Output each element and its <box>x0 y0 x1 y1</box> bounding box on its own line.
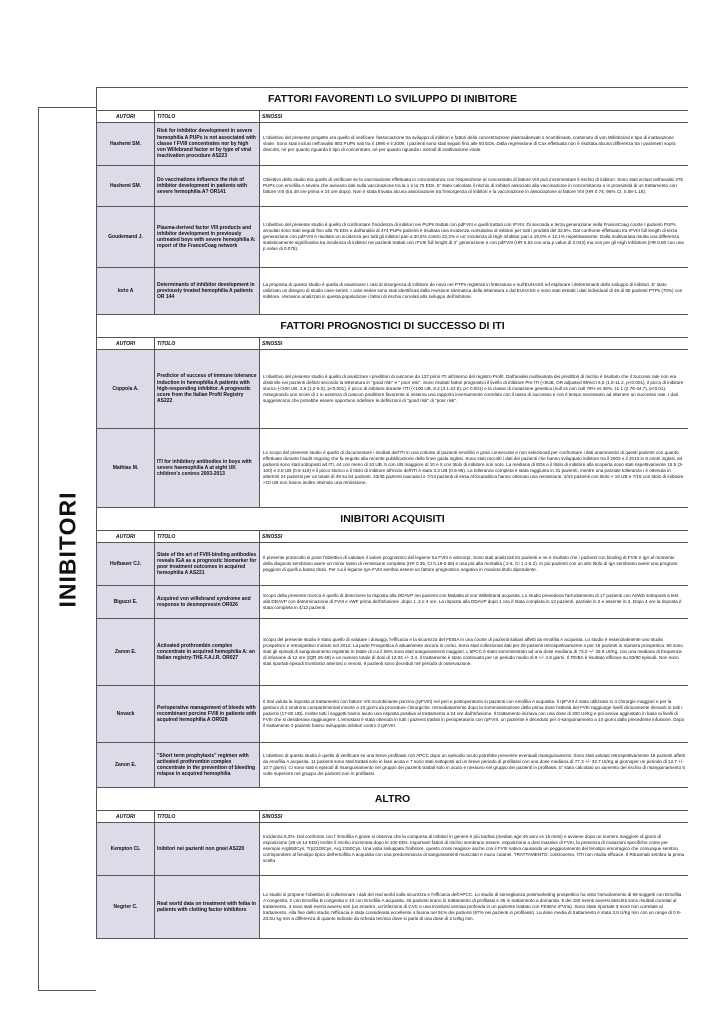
author-cell: Zanon E. <box>97 619 155 686</box>
author-cell: Coppola A. <box>97 350 155 429</box>
author-cell: Biguzzi E. <box>97 586 155 619</box>
column-header-title: TITOLO <box>155 338 260 350</box>
author-cell: Hashemi SM. <box>97 166 155 207</box>
title-cell: Activated prothrombin complex concentrate in acquired hemophilia A: an Italian registry-THE F.A.I.R. OR027 <box>155 619 260 686</box>
section-title-row <box>97 788 689 811</box>
abstracts-table <box>96 87 688 939</box>
abstract-row <box>97 876 689 939</box>
synopsis-cell: L'obiettivo del presente progetto era quello di verificare l'associazione tra sviluppo di inibitori e fattori della concentrazione plasmaderivati o ricombinanti, contenuto di von Willebrand e tipo di inattivazione virale. Sono stati inclusi nell'analisi 883 PUPs nati tra il 1990 e il 2009. I pazienti sono stati seguiti fino alle 50 EDs. Dalla regressione di Cox effettuata non è risultata alcuna differenza tra i parametri sopra descritti, nè per quanto riguarda il tipo di concentrato, nè per quanto riguarda i metodi di inattivazione virale. <box>260 123 689 166</box>
column-header-row <box>97 531 689 543</box>
abstract-row <box>97 429 689 508</box>
section-title-row <box>97 508 689 531</box>
synopsis-cell: Scopo della presente ricerca è quello di descrivere la risposta alla DDAVP nei pazienti con Malattia di von Willebrand acquisita. Lo studio prevedeva l'arruolamento di 17 pazienti con AvWD sottoposti a test alla DDAVP con determinazione di FVIII e vWF prima dell'infusione ,dopo 1 ,2 e 4 ore. La risposta alla DDAVP dopo 1 ora è stata completa in 12 pazienti, parziale in 2 e assente in 3. Dopo 4 ore la risposta è stata completa in 4/13 pazienti . <box>260 586 689 619</box>
column-header-author: AUTORI <box>97 531 155 543</box>
column-header-title: TITOLO <box>155 811 260 823</box>
abstract-row <box>97 619 689 686</box>
author-cell: Novack <box>97 686 155 743</box>
column-header-synopsis: SINOSSI <box>260 111 689 123</box>
abstract-row <box>97 350 689 429</box>
synopsis-cell: Incidenza 5,3%. Dal confronto con l' Emofilia A grave si osserva che la comparsa di inibitori in genere è più tardiva (median age 46 anni vs 15 mesi) e avviene dopo un numero maggiore di giorni di esposizione (28 vs 14 EDs) Inoltre il rischio incremeta dopo le 100 EDs. Importanti fattori di rischio sembrano essere: esposizione a dosi massive di FVIII, la presenza di mutazioni specifiche come per esempio Arg593Cys, Trp2229Cys, Arg 2150Cys. Una volta sviluppato l'inibitore, questo cross reagisce anche con il FVIII nativo causando un peggioramento del fenotipo emorragico che comunque sembra corrispondere al fenotipo tipico dell'emofilia A acquisita con una predominanza di sanguinamenti muscolari e muco cutanei. TRATTAMENTO: controverso, l'ITI non risulta efficace. Il Rituximab sembra la prima scelta <box>260 823 689 876</box>
title-cell: Predictor of success of immune tolerance induction in hemophilia A patients with high-responding inhibitor. A prognostic score from the Italian Profit Registry AS222 <box>155 350 260 429</box>
abstract-row <box>97 268 689 315</box>
title-cell: Do vaccinations influence the risk of inhibitor development in patients with severe hemophilia A? OR141 <box>155 166 260 207</box>
synopsis-cell: Obiettivo dello studio era quello di verificare se la vaccinazione effettuata in concomitanza con l'esposizione al concentrato di fattore VIII può incrementare il rischio di inibitori. Sono stati inclusi nell'analisi 375 PUPs con emofilia A severa che avevano dati sulla vaccinazione tra la 1 e la 75 EDs. E' stato calcolato il rischio di inibitori associato alla vaccinazione in concomitanza o in prossimità di un trattamento con fattore VIII (tra 48 ore prima e 24 ore dopo). Non è stata trovata alcuna associazione tra l'insorgenza di inibitori e la vaccinazione in associazione al fattore VIII (HR 0.74, 95% CI, 0.58-1.16). <box>260 166 689 207</box>
synopsis-cell: Scopo del presente studio è stato quello di valutare i dosaggi, l'efficacia e la sicurezza del FEIBA in una coorte di pazienti italiani affetti da emofilia A acquisita. Lo studio è essenzialmente uno studio prospettico e retrospettivo iniziato nel 2012. La parte Prospettica è attualmente ancora in corso. Sono stati collezionati dati per 25 pazienti retrospettivamente e per 15 pazienti in maniera prospettica. 90 sono stati gli episodi di sanguinamento registrati in totale di cui il 55% sono stati sanguinamenti maggiori. L'aPCC è stato somministrato ad una dose mediana di 73.0 +/- 25 8 UI/Kg, con una mediana di frequenza di infusione di 12 ore (IQR 26-48) e un numero totale di dosi di 12.03 +/- 3.4. Il trattamento è stato continuato per un periodo medio di 6 +/- 4.9 giorni. Il FEIBA è risultato efficace su 83/90 episodi. Non sono stati riportati episodi trombotici arteriosi o venosi. 9 pazienti sono deceduti nel periodo di osservazione. <box>260 619 689 686</box>
section-title: FATTORI FAVORENTI LO SVILUPPO DI INIBITORE <box>97 88 689 111</box>
author-cell: Iorio A <box>97 268 155 315</box>
title-cell: State of the art of FVIII-binding antibodies reveals IGA as a prognostic biomarker for poor treatment outcomes in acquired hemophilia A AS221 <box>155 543 260 586</box>
synopsis-cell: L'obiettivo di questo studio è quello di verificare se una breve profilassi con APCC dopo un episodio acuto potrebbe prevenire eventuali risanguinamenti. Sono stati valutati retrospettivamente 18 pazienti affetti da emofilia A acquisita. 11 pazienti sono stati trattati solo in fase acuta e 7 sono stati sottoposti ad un breve periodo di profilassi con una dose mediana di 77.3 +/- 33.7 UI/Kg al giornoper un periodo di 12.7 +/- 10.7 giorni). Ci sono stati 6 episodi di risanguinamento nel gruppo dei pazienti trattati solo in acuto e nessuno nel gruppo dei pazienti in profilassi. E' stato calcolato un aumento del rischio di risanguinamento 5 volte superiore nel gruppo dei pazienti non in profilassi. <box>260 743 689 788</box>
author-cell: Zanon E. <box>97 743 155 788</box>
column-header-title: TITOLO <box>155 111 260 123</box>
title-cell: Plasma-derived factor VIII products and inhibitor development in previously untreated boys with severe hemophilia A: report of the FranceCoag network <box>155 207 260 268</box>
synopsis-cell: Il presente protocollo si pone l'obiettivo di valutare il valore prognostico del legame tra FVIII e anticorpi. Sono stati analizzati 81 pazienti e ne è risultato che i pazienti con binding di FVIII e IgA al momento della diagnosi sembrano avere un minor tasso di remissione completa (HR 0.35, CI 0.18-0.68) e una più alta mortalità ( 2.6, CI 1.1-6.2). In più pazienti con un alto titolo di IgA sembrano avere una prognosi peggiore di quelli a basso titolo. Per cui il legame IgA-FVIII sembra essere un fattore prognostico negativo in maniera titolo dipendente. <box>260 543 689 586</box>
title-cell: Inibitori nei pazienti non gravi AS220 <box>155 823 260 876</box>
column-header-synopsis: SINOSSI <box>260 338 689 350</box>
abstract-row <box>97 686 689 743</box>
column-header-synopsis: SINOSSI <box>260 531 689 543</box>
section-title: FATTORI PROGNOSTICI DI SUCCESSO DI ITI <box>97 315 689 338</box>
section-title: ALTRO <box>97 788 689 811</box>
synopsis-cell: L'obiettivo del presente studio è quello di analizzare I predittori di outcome da 137 primi ITI all'interno del registro Profit. Dall'analisi multivariata dei predittori di rischio è risultato che il Success rate non era dissimile nei pazienti definiti secondo la letteratura in "good risk" e " poor risk". Sono risultati fattori prognostici il livello di inibitore Pre ITI (<5UB, OR adjusted 95%CI 6,5 (1.8-11.2, p<0.001), il picco di inibitore storico (<200 UB, 2,6 (1,2-6.5), p<0,001), il picco di inibitore durante l'ITI (<100 UB, 8.2 (3.1-22.8), p< 0.001) e la classe di mutazione genetica (null vs non null 79% vs 48%, 11.1 (2.76-44.7), p<0.01). Assegnando uno score di 1 in assenza di ciascun predittore favorente si osserva una rapporto inversamente correlato con il tasso di successo e con il tempo necessario ad ottenere un successo rate. I dati suggeriscono che potrebbe essere opportuno ridefinire le definizioni di "good risk" di "poor risk". <box>260 350 689 429</box>
abstracts-table-container <box>96 87 688 991</box>
document-page <box>38 87 688 991</box>
title-cell: Risk for inhibitor development in severe hemophilia A PUPs is not associated with classe f FVIII concentrates nor by high von Willebrand factor or by type of viral inactivation procedure AS223 <box>155 123 260 166</box>
column-header-author: AUTORI <box>97 111 155 123</box>
synopsis-cell: Lo studio si propone l'obiettivo di collezionare i dati del real world sulla sicurezza e l'efficacia dell'APCC. Lo studio di sorveglianza postmarketing prospettico ha visto l'arruolamento di 69 soggetti con Emofilia A congenita, 2 con Emofilia B congenita e 10 con Emofilia A acquisita. 45 pazienti erano in trattamento di profilassi e 36 in trattamento a domanda. 9 dei 180 eventi avversi descritti sono risultati correlati al trattamento, 3 sono stati eventi avversi seri (un emartro, un'infezione di CVC e una trombosi venosa profonda in un paziente trattato con FEIBAe rFVIIa). Sono state riportate 3 morti non correlate al trattamento. Alla fine dello studio l'efficacia è stata considerata eccellente o buona nel 91% dei pazienti (97% nei pazienti in profilassi). La dose media di trattamento è stata 3,8 U/Kg min con un range di 0.9-23.5U kg min a differenza di quanto indicato da scheda tecnica dove si parla di una dose di 2 UI/kg min. <box>260 876 689 939</box>
synopsis-cell: Lo scopo del presente studio è quello di documentare i risultati dell'ITI in una cohorte di pazienti emofilici A gravi consecutivi e non selezionati per confrontare i dati anamnestici di questi pazienti con quanto effettuato durante l'audit ongoing che fa seguito alla recente pubblicazione delle linee guida inglesi. Sono stati raccolti i dati dei pazienti che hanno sviluppato inibitore tra il 2003 e il 2013 in 8 centri inglesi. 64 pazienti sono stati sottoposti ad ITI, 44 con meno di 10 UB, 5 con UB maggiore di 10 e 5 con titolo di inibitore non noto. La mediana di EDs e il titolo di inibitore alla scoperta sono stati rispettivamente 15.5 (3-100) e 2.8 UB (0.6-119) e il picco storico e il titolo di inibitore all'inizio dell'ITI è stato 3.3 UB (0.6-95). La tolleranza completa è stata raggiunta in 31 pazienti, mentre una parziale tolleranza i è ottenuta in altertrnil 24 pazienti per un totale di 49 su 64 pazienti. 43/45 pazienti caucasici e 7/13 pazienti di etnia Afrocaraibica hanno ottenuto una remissione. 2/44 pazienti con titolo < 10 UB e 7/15 con titolo di inibitore >10 UB non hanno inoltre ottenuto una remissione. <box>260 429 689 508</box>
column-header-author: AUTORI <box>97 338 155 350</box>
side-category-label <box>38 107 96 991</box>
synopsis-cell: L'obiettivo del presente studio è quello di confrontare l'incidenza di inibitori nei PUPs trattati con pdFVIII e quelli trattati con rFVIII. Di seconda e terza generazione nella FranceCoag coorte I pazienti PUPs arruolati sono stati seguiti fino alla 75 EDs e dall'analisi di 474 PUPs pazienti è risultata una incidenza cumulativa di inibitori per tutti i prodotti del 32.5%. Dal confronte effettuato tra rFVIII full length di terza generazione con pdFVIII è risultato un incidenza per tutti gli inibitori pari a 30,6% contro 22,2% e un' incidenza di High inhibitor pari a 19,0% e 12,1% rispettivamente. Dalla multivariata risulta una differenza statisticamente significativa tra incidenza di inibitori nei pazienti trattati con rFVIII full lenght di 3° generazione e con pdFVIII (HR 0.53 con una p value di 0.042) ma non per gli High Inhibitors (HR 0.60 con una p value di 0.075). <box>260 207 689 268</box>
column-header-row <box>97 111 689 123</box>
abstract-row <box>97 207 689 268</box>
column-header-author: AUTORI <box>97 811 155 823</box>
column-header-synopsis: SINOSSI <box>260 811 689 823</box>
author-cell: Hofbauer CJ. <box>97 543 155 586</box>
author-cell: Negrier C. <box>97 876 155 939</box>
abstract-row <box>97 543 689 586</box>
section-title-row <box>97 88 689 111</box>
abstract-row <box>97 123 689 166</box>
title-cell: Real world data on treatment with feiba in patients with clotting factor inhibitors <box>155 876 260 939</box>
title-cell: Acquired von willebrand syndrome and response to desmopressin OR026 <box>155 586 260 619</box>
abstract-row <box>97 166 689 207</box>
column-header-row <box>97 338 689 350</box>
abstract-row <box>97 823 689 876</box>
title-cell: "Short term prophylaxis" regimen with activated prothrombin complex concentrate in the prevention of bleeding relapse in acquired hemophilia <box>155 743 260 788</box>
abstract-row <box>97 743 689 788</box>
section-title-row <box>97 315 689 338</box>
author-cell: Mathias M. <box>97 429 155 508</box>
title-cell: Determinants of inhibitor development in previously treated hemophilia A patients OR 144 <box>155 268 260 315</box>
title-cell: Perioperative management of bleeds with recombinant porcine FVIII in patients with acquired hemophilia A OR028 <box>155 686 260 743</box>
synopsis-cell: La proposta di questo studio è quella di esaminare I casi di insorgenza di inibitore de novo nei PTPs registrati in letteratura e sull'EUHASS ed esplorare i determinanti dello sviluppo di inibitori. E' stato utilizzato un disegno di studio case-series. I case series sono stati identificati dalla revisione sitematica della letteratura e dal EUHASS e sono stati estratti i dati individuali di 46 di 65 pazienti PTPs (70%) con inibitore. Verranno analizzati in questa popolazione i fattori di rischio correlati allo sviluppo dell'inibitore. <box>260 268 689 315</box>
synopsis-cell: Il trial valuta la risposta al trattamento con fattore VIII ricombinante porcino (rpFVIII) nel peri e postoperatorio in pazienti con emofilia A acquisita. Il rpFVIII è stato utilizzato in 3 chirurgie maggiori e per la gestioni di 2 sindromi compartimentali insorte a 10 giorni da procedure chirurgiche. Immediatamente dopo la somministrazione della prima dose l'attività del FVIII raggiunge livelli clinicamente rilevanti in tutti i pazienti (17-80 UB). Inoltre tutti i soggetti hanno avuto una risposta positiva al trattamento a 24 ore dall'infusione. Il trattamento iniziava con una dose di 200 UI/Kg e poi veniva aggiustato in base ai livelli di FVIII che si desiderava raggiungere. L'emostasi è stata ottenuta in tutti i pazienti trattati in perioperatorio con rpFVIII. un paziente è deceduto per ri-sanguinamento a 10 giorni dalla precedente infusione. Dopo il trattamento 2 pazienti hanno sviluppato inibitori contro il rpFVIII. <box>260 686 689 743</box>
title-cell: ITI for inhibitory antibodies in boys with severe haemophilia A at eight UK children's centres 2003-2013 <box>155 429 260 508</box>
author-cell: Goudemand J. <box>97 207 155 268</box>
column-header-title: TITOLO <box>155 531 260 543</box>
section-title: INIBITORI ACQUISITI <box>97 508 689 531</box>
author-cell: Hashemi SM. <box>97 123 155 166</box>
column-header-row <box>97 811 689 823</box>
side-label-text: INIBITORI <box>54 491 81 607</box>
abstract-row <box>97 586 689 619</box>
author-cell: Kempton CL <box>97 823 155 876</box>
